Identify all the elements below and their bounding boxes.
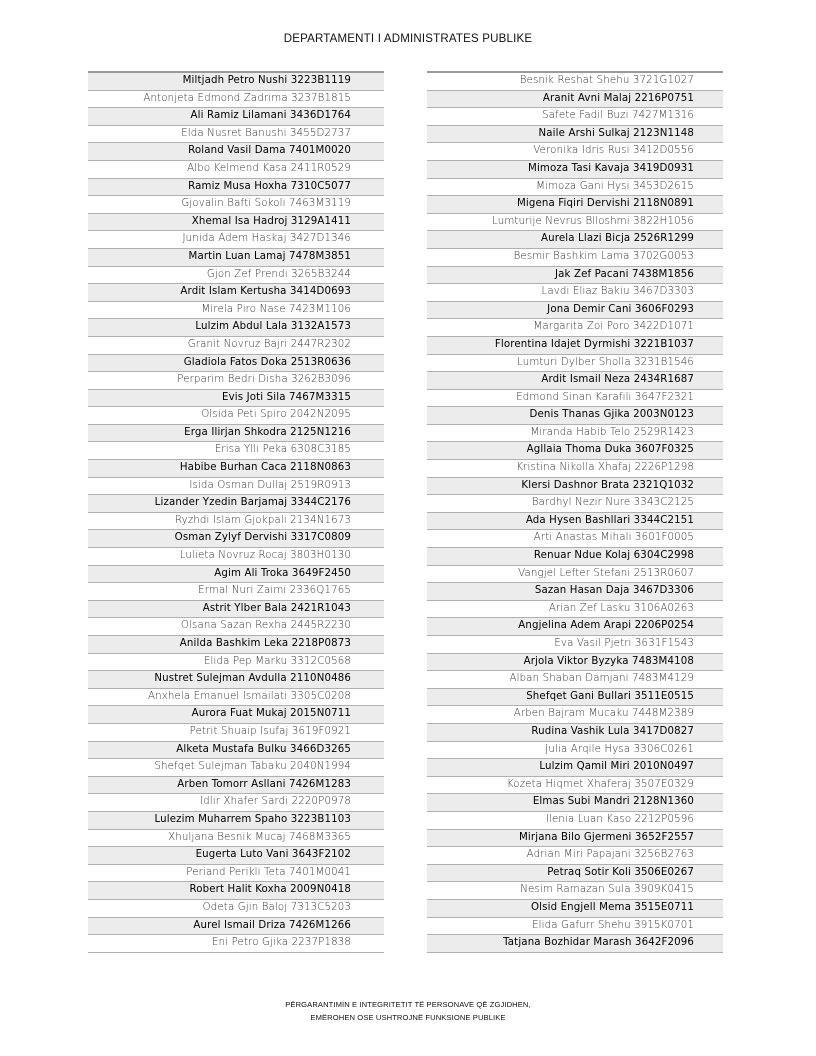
list-item: Nesim Ramazan Sula 3909K0415 — [427, 882, 723, 900]
list-item: Eva Vasil Pjetri 3631F1543 — [427, 636, 723, 654]
list-item: Perparim Bedri Disha 3262B3096 — [88, 372, 384, 390]
list-item: Lulzim Qamil Miri 2010N0497 — [427, 759, 723, 777]
list-item: Alketa Mustafa Bulku 3466D3265 — [88, 742, 384, 760]
list-item: Klersi Dashnor Brata 2321Q1032 — [427, 478, 723, 496]
list-item: Xhuljana Besnik Mucaj 7468M3365 — [88, 830, 384, 848]
list-item: Ali Ramiz Lilamani 3436D1764 — [88, 108, 384, 126]
list-item: Elida Gafurr Shehu 3915K0701 — [427, 918, 723, 936]
list-item: Olsid Engjell Mema 3515E0711 — [427, 900, 723, 918]
list-item: Odeta Gjin Baloj 7313C5203 — [88, 900, 384, 918]
list-item: Idlir Xhafer Sardi 2220P0978 — [88, 794, 384, 812]
list-item: Kozeta Hiqmet Xhaferaj 3507E0329 — [427, 777, 723, 795]
list-item: Jona Demir Cani 3606F0293 — [427, 302, 723, 320]
list-item: Ada Hysen Bashllari 3344C2151 — [427, 513, 723, 531]
list-item: Lulzim Abdul Lala 3132A1573 — [88, 319, 384, 337]
right-name-list — [427, 71, 723, 953]
list-item: Besnik Reshat Shehu 3721G1027 — [427, 73, 723, 91]
list-item: Petrit Shuaip Isufaj 3619F0921 — [88, 724, 384, 742]
list-item: Olsida Peti Spiro 2042N2095 — [88, 407, 384, 425]
list-item: Elmas Subi Mandri 2128N1360 — [427, 794, 723, 812]
list-item: Aranit Avni Malaj 2216P0751 — [427, 91, 723, 109]
list-item: Ryzhdi Islam Gjokpali 2134N1673 — [88, 513, 384, 531]
list-item: Shefqet Sulejman Tabaku 2040N1994 — [88, 759, 384, 777]
list-item: Mimoza Tasi Kavaja 3419D0931 — [427, 161, 723, 179]
list-item: Arben Tomorr Asllani 7426M1283 — [88, 777, 384, 795]
list-item: Miltjadh Petro Nushi 3223B1119 — [88, 73, 384, 91]
list-item: Angjelina Adem Arapi 2206P0254 — [427, 618, 723, 636]
list-item: Tatjana Bozhidar Marash 3642F2096 — [427, 935, 723, 953]
list-item: Ardit Ismail Neza 2434R1687 — [427, 372, 723, 390]
list-item: Gjovalin Bafti Sokoli 7463M3119 — [88, 196, 384, 214]
list-item: Evis Joti Sila 7467M3315 — [88, 390, 384, 408]
list-item: Junida Adem Haskaj 3427D1346 — [88, 231, 384, 249]
list-item: Florentina Idajet Dyrmishi 3221B1037 — [427, 337, 723, 355]
list-item: Albo Kelmend Kasa 2411R0529 — [88, 161, 384, 179]
list-item: Migena Fiqiri Dervishi 2118N0891 — [427, 196, 723, 214]
list-item: Aurel Ismail Driza 7426M1266 — [88, 918, 384, 936]
list-item: Ramiz Musa Hoxha 7310C5077 — [88, 179, 384, 197]
list-item: Periand Perikli Teta 7401M0041 — [88, 865, 384, 883]
list-item: Aurora Fuat Mukaj 2015N0711 — [88, 706, 384, 724]
list-item: Veronika Idris Rusi 3412D0556 — [427, 143, 723, 161]
list-item: Xhemal Isa Hadroj 3129A1411 — [88, 214, 384, 232]
list-item: Aurela Llazi Bicja 2526R1299 — [427, 231, 723, 249]
list-item: Kristina Nikolla Xhafaj 2226P1298 — [427, 460, 723, 478]
list-item: Mirjana Bilo Gjermeni 3652F2557 — [427, 830, 723, 848]
list-item: Olsana Sazan Rexha 2445R2230 — [88, 618, 384, 636]
list-item: Petraq Sotir Koli 3506E0267 — [427, 865, 723, 883]
list-item: Lizander Yzedin Barjamaj 3344C2176 — [88, 495, 384, 513]
list-item: Lavdi Eliaz Bakiu 3467D3303 — [427, 284, 723, 302]
list-item: Rudina Vashik Lula 3417D0827 — [427, 724, 723, 742]
list-item: Adrian Miri Papajani 3256B2763 — [427, 847, 723, 865]
list-item: Ermal Nuri Zaimi 2336Q1765 — [88, 583, 384, 601]
list-item: Elida Pep Marku 3312C0568 — [88, 654, 384, 672]
list-item: Bardhyl Nezir Nure 3343C2125 — [427, 495, 723, 513]
list-item: Gladiola Fatos Doka 2513R0636 — [88, 355, 384, 373]
list-item: Martin Luan Lamaj 7478M3851 — [88, 249, 384, 267]
list-item: Astrit Ylber Bala 2421R1043 — [88, 601, 384, 619]
list-item: Arjola Viktor Byzyka 7483M4108 — [427, 654, 723, 672]
list-item: Habibe Burhan Caca 2118N0863 — [88, 460, 384, 478]
list-item: Erga Ilirjan Shkodra 2125N1216 — [88, 425, 384, 443]
list-item: Eugerta Luto Vani 3643F2102 — [88, 847, 384, 865]
list-item: Vangjel Lefter Stefani 2513R0607 — [427, 566, 723, 584]
page-footer — [0, 998, 816, 1024]
list-item: Eni Petro Gjika 2237P1838 — [88, 935, 384, 953]
footer-line-2: EMËROHEN OSE USHTROJNË FUNKSIONE PUBLIKE — [310, 1013, 506, 1022]
list-item: Osman Zylyf Dervishi 3317C0809 — [88, 530, 384, 548]
list-item: Denis Thanas Gjika 2003N0123 — [427, 407, 723, 425]
list-item: Roland Vasil Dama 7401M0020 — [88, 143, 384, 161]
list-item: Antonjeta Edmond Zadrima 3237B1815 — [88, 91, 384, 109]
list-item: Edmond Sinan Karafili 3647F2321 — [427, 390, 723, 408]
list-item: Safete Fadil Buzi 7427M1316 — [427, 108, 723, 126]
list-item: Margarita Zoi Poro 3422D1071 — [427, 319, 723, 337]
list-item: Anilda Bashkim Leka 2218P0873 — [88, 636, 384, 654]
list-item: Agllaia Thoma Duka 3607F0325 — [427, 442, 723, 460]
list-item: Ardit Islam Kertusha 3414D0693 — [88, 284, 384, 302]
list-item: Renuar Ndue Kolaj 6304C2998 — [427, 548, 723, 566]
list-item: Robert Halit Koxha 2009N0418 — [88, 882, 384, 900]
list-item: Julia Arqile Hysa 3306C0261 — [427, 742, 723, 760]
list-item: Arben Bajram Mucaku 7448M2389 — [427, 706, 723, 724]
list-item: Erisa Ylli Peka 6308C3185 — [88, 442, 384, 460]
list-item: Anxhela Emanuel Ismailati 3305C0208 — [88, 689, 384, 707]
list-item: Shefqet Gani Bullari 3511E0515 — [427, 689, 723, 707]
page-title: DEPARTAMENTI I ADMINISTRATES PUBLIKE — [283, 33, 533, 45]
list-item: Miranda Habib Telo 2529R1423 — [427, 425, 723, 443]
list-item: Lumturi Dylber Sholla 3231B1546 — [427, 355, 723, 373]
list-item: Sazan Hasan Daja 3467D3306 — [427, 583, 723, 601]
list-item: Gjon Zef Prendi 3265B3244 — [88, 267, 384, 285]
list-item: Ilenia Luan Kaso 2212P0596 — [427, 812, 723, 830]
list-item: Lulieta Novruz Rocaj 3803H0130 — [88, 548, 384, 566]
list-item: Isida Osman Dullaj 2519R0913 — [88, 478, 384, 496]
left-name-list — [88, 71, 384, 953]
list-item: Arian Zef Lasku 3106A0263 — [427, 601, 723, 619]
list-item: Arti Anastas Mihali 3601F0005 — [427, 530, 723, 548]
list-item: Jak Zef Pacani 7438M1856 — [427, 267, 723, 285]
list-item: Mimoza Gani Hysi 3453D2615 — [427, 179, 723, 197]
list-item: Granit Novruz Bajri 2447R2302 — [88, 337, 384, 355]
list-item: Besmir Bashkim Lama 3702G0053 — [427, 249, 723, 267]
list-item: Agim Ali Troka 3649F2450 — [88, 566, 384, 584]
list-item: Naile Arshi Sulkaj 2123N1148 — [427, 126, 723, 144]
list-item: Nustret Sulejman Avdulla 2110N0486 — [88, 671, 384, 689]
list-item: Lulezim Muharrem Spaho 3223B1103 — [88, 812, 384, 830]
footer-line-1: PËRGARANTIMIN E INTEGRITETIT TË PERSONAVE QË ZGJIDHEN, — [285, 1000, 531, 1009]
list-item: Alban Shaban Damjani 7483M4129 — [427, 671, 723, 689]
list-item: Lumturije Nevrus Blloshmi 3822H1056 — [427, 214, 723, 232]
list-item: Mirela Piro Nase 7423M1106 — [88, 302, 384, 320]
list-item: Elda Nusret Banushi 3455D2737 — [88, 126, 384, 144]
